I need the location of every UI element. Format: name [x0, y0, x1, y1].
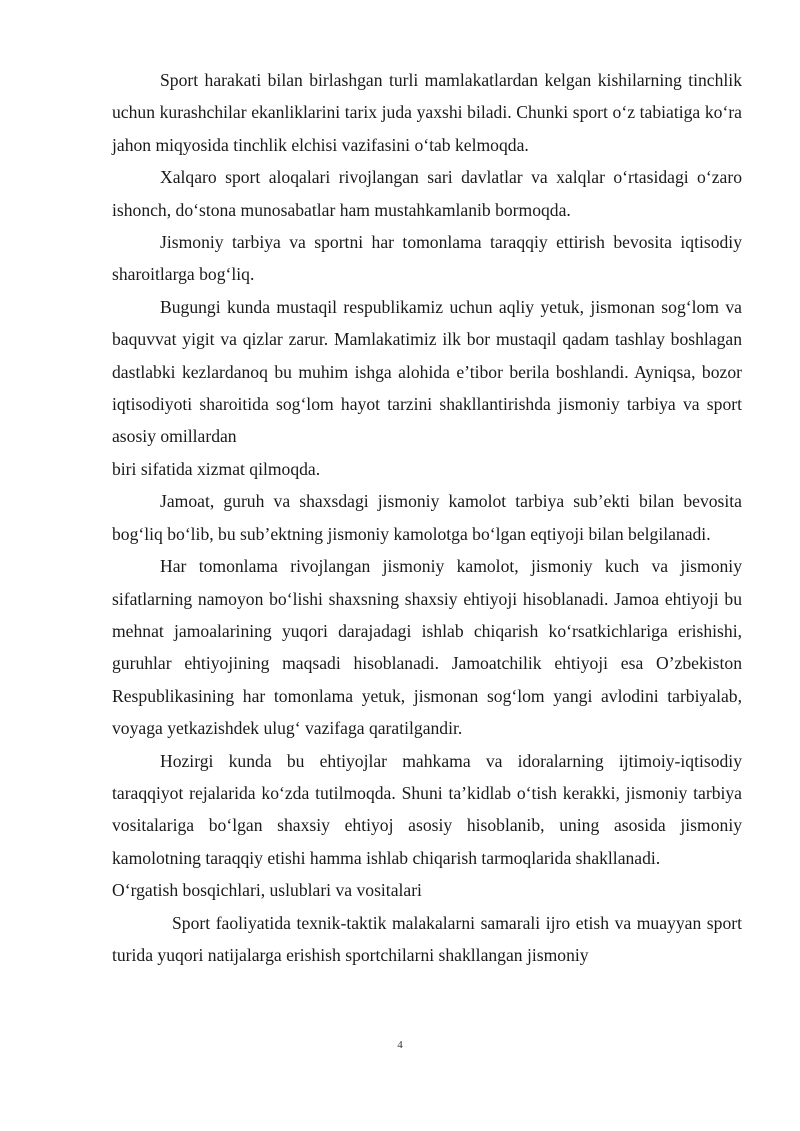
document-body: [112, 64, 742, 971]
paragraph-economic-conditions: Jismoniy tarbiya va sportni har tomonlama taraqqiy ettirish bevosita iqtisodiy sharoitlarga bog‘liq.: [112, 232, 742, 285]
paragraph-sport-activity: Sport faoliyatida texnik-taktik malakalarni samarali ijro etish va muayyan sport turida yuqori natijalarga erishish sportchilarni shakllangan jismoniy: [112, 912, 742, 965]
paragraph-current-needs: Hozirgi kunda bu ehtiyojlar mahkama va idoralarning ijtimoiy-iqtisodiy taraqqiyot rejalarida ko‘zda tutilmoqda. Shuni ta’kidlab o‘tish kerakki, jismoniy tarbiya vositalariga bo‘lgan shaxsiy ehtiyoj asosiy hisoblanib, uning asosida jismoniy kamolotning taraqqiy etishi hamma ishlab chiqarish tarmoqlarida shakllanadi.: [112, 750, 742, 868]
paragraph-physical-development-subject: Jamoat, guruh va shaxsdagi jismoniy kamolot tarbiya sub’ekti bilan bevosita bog‘liq bo‘lib, bu sub’ektning jismoniy kamolotga bo‘lgan eqtiyoji bilan belgilanadi.: [112, 491, 742, 544]
paragraph-international-relations: Xalqaro sport aloqalari rivojlangan sari davlatlar va xalqlar o‘rtasidagi o‘zaro ishonch, do‘stona munosabatlar ham mustahkamlanib bormoqda.: [112, 167, 742, 220]
section-heading: O‘rgatish bosqichlari, uslublari va vositalari: [112, 880, 422, 901]
paragraph-sport-peace: Sport harakati bilan birlashgan turli mamlakatlardan kelgan kishilarning tinchlik uchun kurashchilar ekanliklarini tarix juda yaxshi biladi. Chunki sport o‘z tabiatiga ko‘ra jahon miqyosida tinchlik elchisi vazifasini o‘tab kelmoqda.: [112, 70, 742, 155]
paragraph-comprehensive-development: Har tomonlama rivojlangan jismoniy kamolot, jismoniy kuch va jismoniy sifatlarning namoyon bo‘lishi shaxsning shaxsiy ehtiyoji hisoblanadi. Jamoa ehtiyoji bu mehnat jamoalarining yuqori darajadagi ishlab chiqarish ko‘rsatkichlariga erishishi, guruhlar ehtiyojining maqsadi hisoblanadi. Jamoatchilik ehtiyoji esa O’zbekiston Respublikasining har tomonlama yetuk, jismonan sog‘lom yangi avlodini tarbiyalab, voyaga yetkazishdek ulug‘ vazifaga qaratilgandir.: [112, 556, 742, 739]
paragraph-continuation: biri sifatida xizmat qilmoqda.: [112, 458, 321, 479]
paragraph-independent-republic: Bugungi kunda mustaqil respublikamiz uchun aqliy yetuk, jismonan sog‘lom va baquvvat yigit va qizlar zarur. Mamlakatimiz ilk bor mustaqil qadam tashlay boshlagan dastlabki kezlardanoq bu muhim ishga alohida e’tibor berila boshlandi. Ayniqsa, bozor iqtisodiyoti sharoitida sog‘lom hayot tarzini shakllantirishda jismoniy tarbiya va sport asosiy omillardan: [112, 296, 742, 447]
page-number: 4: [397, 1039, 403, 1051]
